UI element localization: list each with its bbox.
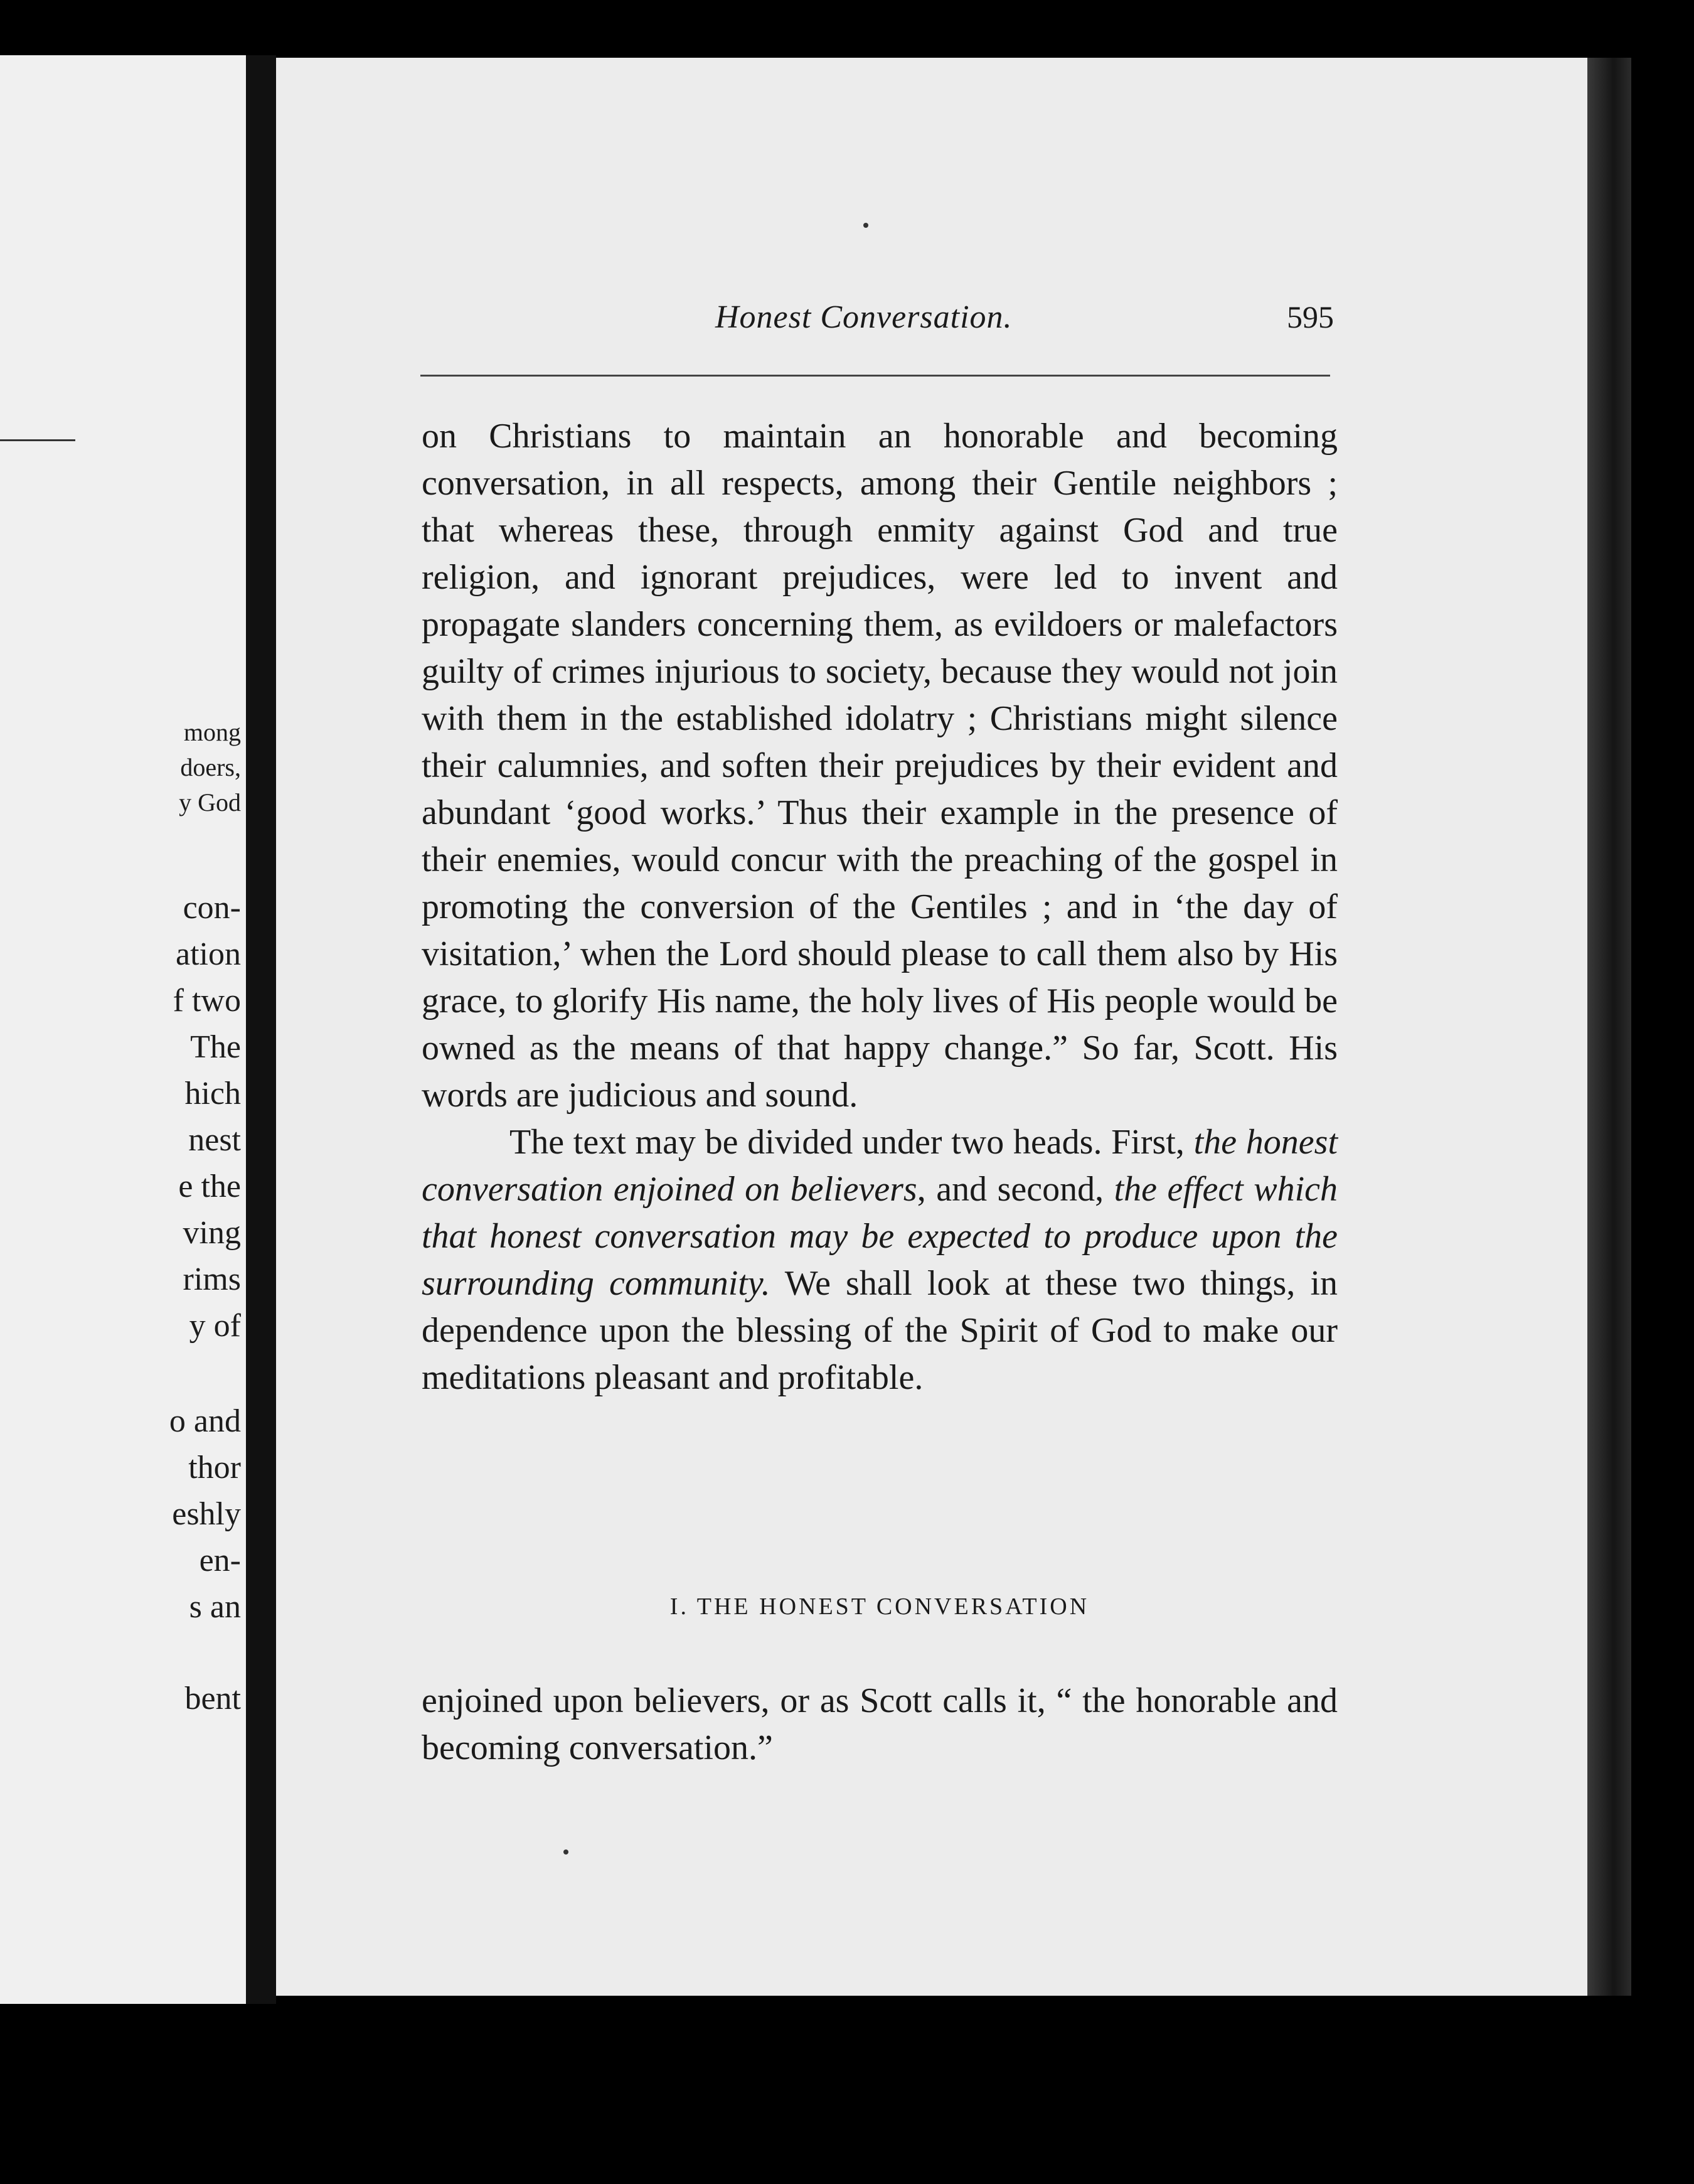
left-page-fragment: nest — [188, 1122, 241, 1158]
left-page-fragment: eshly — [172, 1496, 241, 1532]
page-header — [420, 294, 1334, 338]
book-gutter — [246, 55, 276, 2004]
left-page-fragment: thor — [188, 1450, 241, 1485]
paragraph-2-italic-2: the effect which that honest conversation may be expected to produce upon the surrounding community. — [422, 1170, 1338, 1303]
left-page-fragment: ving — [183, 1215, 241, 1251]
paragraph-2-end: We shall look at these two things, in dependence upon the blessing of the Spirit of God to make our meditations pleasant and profitable. — [422, 1264, 1338, 1397]
paragraph-2-italic-1: the honest conversation enjoined on believers — [422, 1123, 1338, 1209]
left-page-fragment: en- — [199, 1543, 241, 1578]
section-heading: I. THE HONEST CONVERSATION — [669, 1593, 1090, 1620]
left-page-fragment: ation — [176, 936, 241, 972]
left-page-fragment: con- — [183, 890, 241, 926]
left-page-fragment: f two — [173, 983, 241, 1019]
section-text — [422, 1678, 1338, 1772]
left-page-fragment: The — [190, 1029, 241, 1065]
page-speck — [863, 223, 868, 228]
header-rule — [420, 375, 1330, 377]
page-edge — [1587, 58, 1631, 1996]
paragraph-2-intro: The text may be divided under two heads. First, — [509, 1123, 1194, 1162]
paragraph-1: on Christians to maintain an honorable and becoming conversation, in all respects, among their Gentile neighbors ; that whereas these, through enmity against God and true religion, and ignorant prejudices, were led to invent and propagate slanders concerning them, as evildoers or malefactors guilty of crimes injurious to society, because they would not join with them in the established idolatry ; Christians might silence their calumnies, and soften their prejudices by their evident and abundant ‘good works.’ Thus their example in the presence of their enemies, would concur with the preaching of the gospel in promoting the conversion of the Gentiles ; and in ‘the day of visitation,’ when the Lord should please to call them also by His grace, to glorify His name, the holy lives of His people would be owned as the means of that happy change.” So far, Scott. His words are judicious and sound. — [422, 417, 1338, 1115]
left-page-fragment: e the — [178, 1169, 241, 1204]
page-number: 595 — [1287, 299, 1334, 335]
left-facing-page — [0, 55, 246, 2004]
left-page-fragment: y God — [179, 788, 241, 816]
left-page-fragment: y of — [189, 1308, 241, 1344]
left-page-fragment: mong — [183, 718, 241, 746]
left-page-fragment: s an — [189, 1589, 241, 1625]
left-page-rule — [0, 439, 75, 441]
page-speck — [563, 1849, 568, 1855]
body-text — [422, 413, 1338, 1401]
running-title: Honest Conversation. — [715, 299, 1013, 335]
left-page-fragment: doers, — [180, 753, 241, 781]
left-page-fragment: bent — [184, 1681, 241, 1716]
left-page-fragment: o and — [169, 1403, 241, 1439]
paragraph-2-mid: , and second, — [917, 1170, 1114, 1209]
section-paragraph: enjoined upon believers, or as Scott calls it, “ the honorable and becoming conversation.” — [422, 1681, 1338, 1767]
paragraph-2 — [422, 1119, 1338, 1401]
left-page-fragment: hich — [184, 1076, 241, 1111]
left-page-fragment: rims — [183, 1261, 241, 1297]
